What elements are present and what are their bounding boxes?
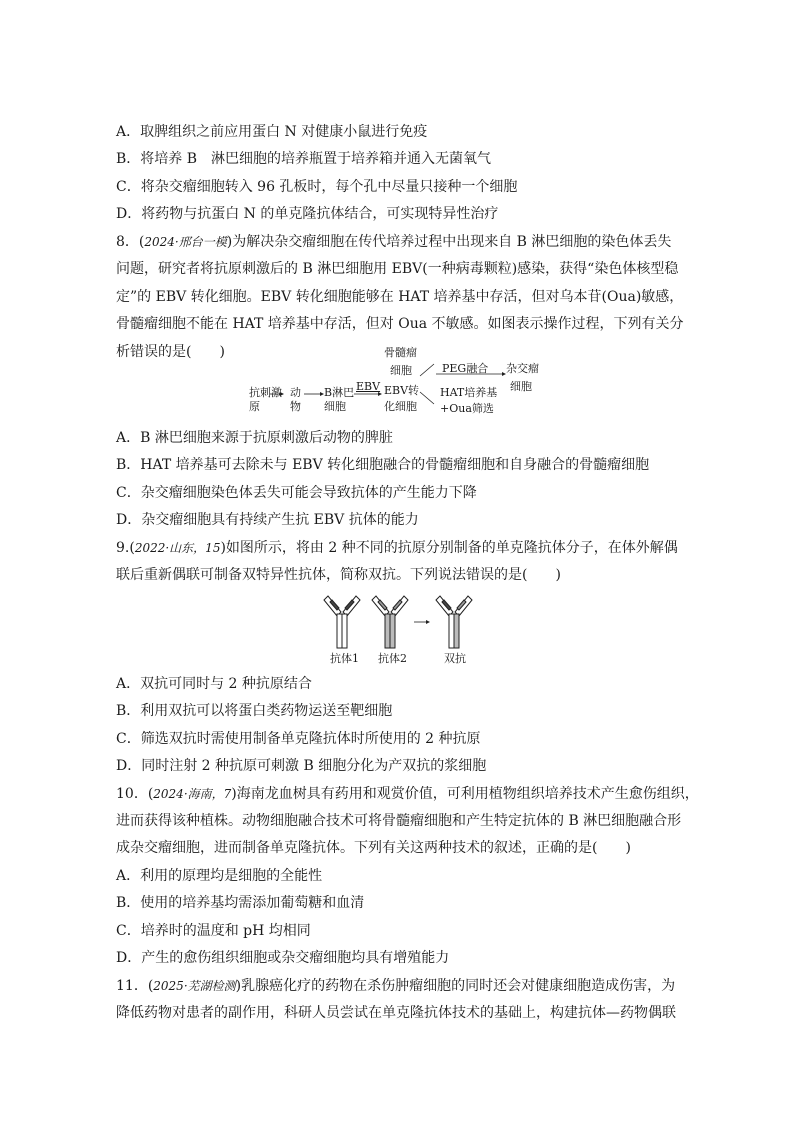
q8-stem-line-2: 问题，研究者将抗原刺激后的 B 淋巴细胞用 EBV(一种病毒颗粒)感染，获得“染色体核型稳 — [116, 261, 679, 277]
q8-source: 2024·邢台一模 — [144, 235, 227, 249]
diagram-animal-1: 动 — [290, 386, 301, 399]
q10-option-b: B．使用的培养基均需添加葡萄糖和血清 — [116, 895, 365, 911]
q9-source: 2022·山东，15 — [134, 541, 221, 555]
diagram-hat-1: HAT培养基 — [440, 386, 498, 399]
q9-option-b: B．利用双抗可以将蛋白类药物运送至靶细胞 — [116, 703, 393, 719]
diagram-bcell-1: B淋巴 — [324, 386, 355, 399]
q11-stem-line-1 — [116, 976, 681, 996]
q10-stem-line-2: 进而获得该种植株。动物细胞融合技术可将骨髓瘤细胞和产生特定抗体的 B 淋巴细胞融合形 — [116, 813, 682, 829]
diagram-hybridoma-1: 杂交瘤 — [506, 362, 539, 375]
diagram-hat-2: +Oua筛选 — [440, 402, 494, 415]
q7-option-a: A．取脾组织之前应用蛋白 N 对健康小鼠进行免疫 — [116, 124, 428, 140]
q10-option-a: A．利用的原理均是细胞的全能性 — [116, 868, 323, 884]
q11-source: 2025·芜湖检测 — [153, 979, 236, 993]
diagram-myeloma-1: 骨髓瘤 — [384, 346, 417, 359]
figure-label-antibody-2: 抗体2 — [378, 652, 407, 665]
q10-stem-text-1: )海南龙血树具有药用和观赏价值，可利用植物组织培养技术产生愈伤组织， — [231, 786, 699, 802]
branch-upper — [420, 364, 434, 376]
q8-number: 8．( — [116, 234, 145, 250]
q9-stem-line-1 — [116, 538, 681, 558]
right-arrow-icon — [414, 620, 430, 624]
q8-stem-line-1 — [116, 232, 681, 252]
q8-option-a: A．B 淋巴细胞来源于抗原刺激后动物的脾脏 — [116, 430, 393, 446]
q8-stem-text-1: )为解决杂交瘤细胞在传代培养过程中出现来自 B 淋巴细胞的染色体丢失 — [226, 234, 672, 250]
diagram-ebv-cell-2: 化细胞 — [384, 400, 417, 413]
q9-option-d: D．同时注射 2 种抗原可刺激 B 细胞分化为产双抗的浆细胞 — [116, 758, 487, 774]
q11-number: 11．( — [116, 978, 154, 994]
diagram-ebv-cell-1: EBV转 — [384, 384, 420, 397]
q8-option-c: C．杂交瘤细胞染色体丢失可能会导致抗体的产生能力下降 — [116, 485, 477, 501]
figure-label-bispecific: 双抗 — [444, 652, 466, 665]
diagram-peg-fusion: PEG融合 — [442, 362, 489, 375]
q8-stem-line-4: 骨髓瘤细胞不能在 HAT 培养基中存活，但对 Oua 不敏感。如图表示操作过程，下列有关分 — [116, 316, 684, 332]
diagram-antigen-1: 抗刺激 — [249, 386, 282, 399]
q11-stem-text-1: )乳腺癌化疗的药物在杀伤肿瘤细胞的同时还会对健康细胞造成伤害，为 — [235, 978, 676, 994]
branch-lower — [420, 392, 434, 404]
q7-option-c: C．将杂交瘤细胞转入 96 孔板时，每个孔中尽量只接种一个细胞 — [116, 179, 518, 195]
q10-stem-line-1 — [116, 784, 699, 804]
q8-option-b: B．HAT 培养基可去除未与 EBV 转化细胞融合的骨髓瘤细胞和自身融合的骨髓瘤细胞 — [116, 457, 650, 473]
q11-stem-line-2: 降低药物对患者的副作用，科研人员尝试在单克隆抗体技术的基础上，构建抗体—药物偶联 — [116, 1005, 676, 1021]
diagram-animal-2: 物 — [290, 400, 301, 413]
q8-option-d: D．杂交瘤细胞具有持续产生抗 EBV 抗体的能力 — [116, 512, 419, 528]
diagram-ebv-label: EBV — [356, 380, 381, 393]
q9-number: 9.( — [116, 540, 135, 556]
diagram-bcell-2: 细胞 — [324, 400, 346, 413]
q10-option-c: C．培养时的温度和 pH 均相同 — [116, 923, 311, 939]
q9-option-a: A．双抗可同时与 2 种抗原结合 — [116, 676, 312, 692]
q8-stem-line-3: 定”的 EBV 转化细胞。EBV 转化细胞能够在 HAT 培养基中存活，但对乌本苷(Oua)敏感， — [116, 289, 684, 305]
q10-stem-line-3: 成杂交瘤细胞，进而制备单克隆抗体。下列有关这两种技术的叙述，正确的是( ) — [116, 840, 631, 856]
diagram-hybridoma-2: 细胞 — [510, 380, 532, 393]
q10-number: 10．( — [116, 786, 154, 802]
q8-flow-diagram — [244, 346, 539, 420]
figure-label-antibody-1: 抗体1 — [330, 652, 359, 665]
q10-option-d: D．产生的愈伤组织细胞或杂交瘤细胞均具有增殖能力 — [116, 950, 450, 966]
diagram-myeloma-2: 细胞 — [390, 364, 412, 377]
q7-option-d: D．将药物与抗蛋白 N 的单克隆抗体结合，可实现特异性治疗 — [116, 206, 499, 222]
antibody-1-icon — [324, 596, 360, 648]
q9-stem-text-1: )如图所示，将由 2 种不同的抗原分别制备的单克隆抗体分子，在体外解偶 — [220, 540, 678, 556]
q9-antibody-drawings — [318, 594, 478, 650]
diagram-antigen-2: 原 — [249, 400, 260, 413]
antibody-2-icon — [372, 596, 408, 648]
q9-option-c: C．筛选双抗时需使用制备单克隆抗体时所使用的 2 种抗原 — [116, 731, 481, 747]
bispecific-antibody-icon — [436, 596, 472, 648]
q7-option-b: B．将培养 B 淋巴细胞的培养瓶置于培养箱并通入无菌氧气 — [116, 151, 492, 167]
q9-stem-line-2: 联后重新偶联可制备双特异性抗体，简称双抗。下列说法错误的是( ) — [116, 567, 561, 583]
q9-antibody-figure — [318, 594, 478, 670]
q10-source: 2024·海南，7 — [153, 787, 232, 801]
q8-stem-line-5: 析错误的是( ) — [116, 344, 225, 360]
